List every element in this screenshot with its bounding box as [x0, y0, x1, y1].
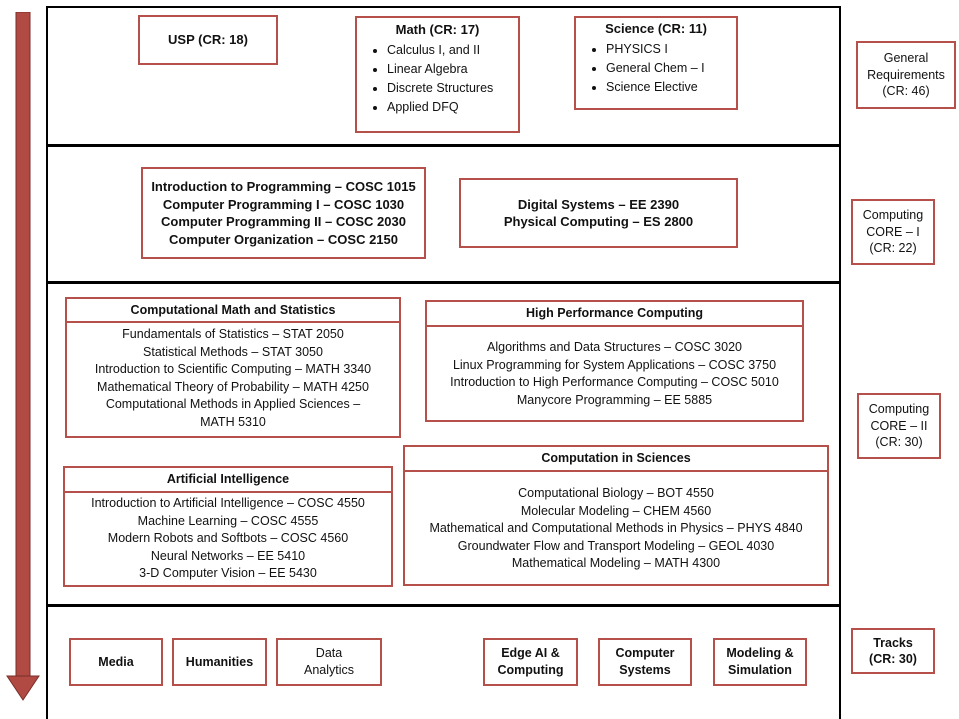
- science-list: [576, 40, 736, 97]
- hpc-box: [425, 300, 804, 422]
- sciences-item: Molecular Modeling – CHEM 4560: [520, 503, 712, 518]
- sciences-item: Computational Biology – BOT 4550: [518, 486, 714, 500]
- track-label: Simulation: [728, 663, 792, 677]
- cms-divider: [65, 321, 401, 323]
- track-label: Computing: [497, 663, 564, 677]
- track-label: Modeling &: [726, 646, 794, 660]
- sciences-list: [405, 485, 827, 573]
- math-item: • Discrete Structures: [387, 79, 518, 98]
- track-computer-systems: [598, 638, 692, 686]
- science-item: • PHYSICS I: [606, 40, 736, 59]
- track-label: Data: [315, 646, 343, 660]
- side-label-line: Requirements: [867, 67, 945, 82]
- hpc-divider: [425, 325, 804, 327]
- ai-item: Modern Robots and Softbots – COSC 4560: [107, 531, 349, 545]
- hpc-item: Manycore Programming – EE 5885: [516, 392, 713, 407]
- ai-box: [63, 466, 393, 587]
- track-media: [69, 638, 163, 686]
- cms-item: Mathematical Theory of Probability – MATH 4250: [97, 379, 369, 394]
- math-item: • Linear Algebra: [387, 60, 518, 79]
- cms-box: [65, 297, 401, 438]
- math-box: [355, 16, 520, 133]
- ai-item: Introduction to Artificial Intelligence – COSC 4550: [91, 496, 365, 510]
- side-label-line: (CR: 30): [869, 652, 917, 666]
- ai-title: Artificial Intelligence: [63, 466, 393, 490]
- ai-item: Neural Networks – EE 5410: [150, 548, 306, 563]
- ai-item: 3-D Computer Vision – EE 5430: [139, 566, 317, 580]
- core1-programming-box: [141, 167, 426, 259]
- core1-course: Introduction to Programming – COSC 1015: [151, 179, 416, 194]
- math-list: [357, 41, 518, 117]
- side-label-general: [856, 41, 956, 109]
- sciences-item: Mathematical Modeling – MATH 4300: [511, 556, 721, 570]
- ai-divider: [63, 491, 393, 493]
- core1-course: Computer Programming I – COSC 1030: [162, 196, 405, 212]
- track-humanities: [172, 638, 267, 686]
- side-label-tracks: [851, 628, 935, 674]
- track-edge-ai: [483, 638, 578, 686]
- sciences-divider: [403, 470, 829, 472]
- side-label-line: CORE – I: [866, 224, 920, 239]
- cms-item: Introduction to Scientific Computing – MATH 3340: [94, 362, 372, 376]
- sciences-title: Computation in Sciences: [403, 445, 829, 469]
- science-title: Science (CR: 11): [605, 21, 707, 36]
- side-label-line: Computing: [868, 402, 930, 417]
- track-modeling-simulation: [713, 638, 807, 686]
- ai-item: Machine Learning – COSC 4555: [137, 513, 319, 528]
- math-item: • Applied DFQ: [387, 98, 518, 117]
- cms-title: Computational Math and Statistics: [65, 297, 401, 321]
- track-label: Media: [98, 654, 134, 669]
- sciences-box: [403, 445, 829, 586]
- side-label-core1: [851, 199, 935, 265]
- core1-course: Physical Computing – ES 2800: [503, 214, 694, 229]
- sciences-item: Groundwater Flow and Transport Modeling – GEOL 4030: [457, 538, 775, 553]
- track-label: Analytics: [303, 663, 355, 677]
- progression-arrow: [6, 12, 40, 702]
- science-item: • General Chem – I: [606, 59, 736, 78]
- core1-systems-box: [459, 178, 738, 248]
- science-item: • Science Elective: [606, 78, 736, 97]
- cms-item: Fundamentals of Statistics – STAT 2050: [122, 327, 344, 341]
- side-label-line: Computing: [862, 208, 924, 223]
- hpc-item: Linux Programming for System Applications – COSC 3750: [452, 357, 777, 372]
- side-label-line: CORE – II: [870, 418, 928, 433]
- sciences-item: Mathematical and Computational Methods in Physics – PHYS 4840: [429, 521, 803, 535]
- cms-item: Statistical Methods – STAT 3050: [143, 344, 323, 359]
- math-item: • Calculus I, and II: [387, 41, 518, 60]
- hpc-item: Introduction to High Performance Computing – COSC 5010: [450, 375, 779, 389]
- hpc-title: High Performance Computing: [425, 300, 804, 324]
- usp-label: USP (CR: 18): [168, 32, 248, 48]
- science-box: [574, 16, 738, 110]
- hpc-list: [427, 339, 802, 409]
- track-label: Edge AI &: [501, 646, 560, 660]
- ai-list: [65, 495, 391, 583]
- track-label: Computer: [615, 646, 675, 660]
- side-label-core2: [857, 393, 941, 459]
- down-arrow-icon: [6, 12, 40, 702]
- math-title: Math (CR: 17): [395, 22, 480, 37]
- core1-course: Computer Programming II – COSC 2030: [161, 214, 406, 229]
- cms-item: MATH 5310: [200, 414, 266, 429]
- side-label-line: (CR: 30): [875, 435, 923, 450]
- core1-course: Digital Systems – EE 2390: [517, 196, 680, 212]
- usp-box: [138, 15, 278, 65]
- side-label-line: (CR: 46): [882, 84, 930, 99]
- cms-list: [67, 326, 399, 431]
- track-label: Systems: [619, 663, 671, 677]
- side-label-line: (CR: 22): [869, 241, 917, 256]
- hpc-item: Algorithms and Data Structures – COSC 3020: [487, 340, 742, 354]
- track-data-analytics: [276, 638, 382, 686]
- cms-item: Computational Methods in Applied Sciences –: [105, 397, 361, 411]
- track-label: Humanities: [185, 654, 254, 669]
- core1-course: Computer Organization – COSC 2150: [169, 231, 398, 247]
- side-label-line: Tracks: [873, 635, 913, 650]
- side-label-line: General: [883, 51, 929, 66]
